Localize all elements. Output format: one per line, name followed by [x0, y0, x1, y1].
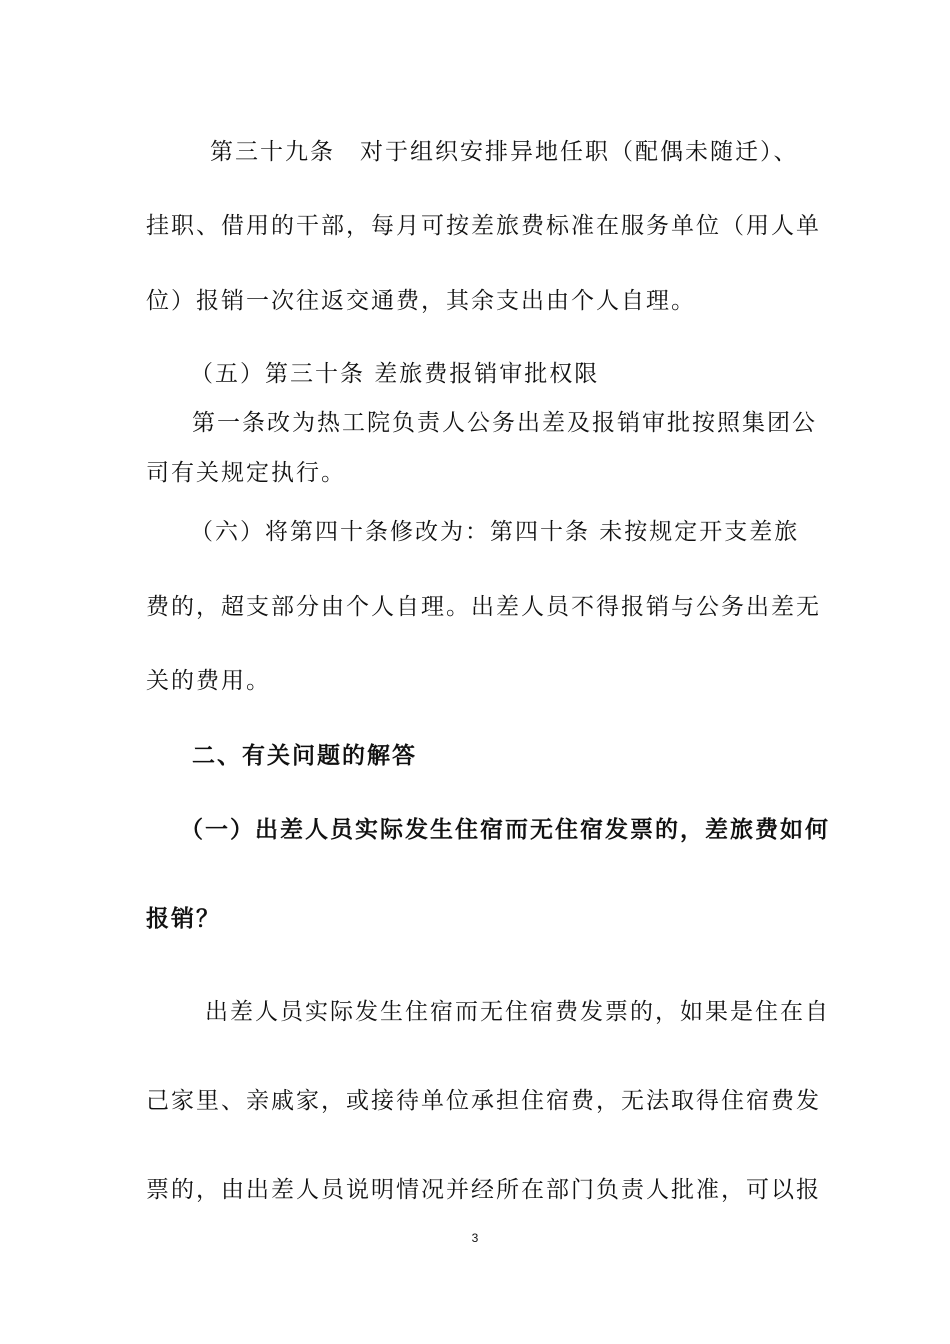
paragraph-line: 挂职、借用的干部，每月可按差旅费标准在服务单位（用人单	[146, 213, 821, 239]
paragraph-line: 第三十九条 对于组织安排异地任职（配偶未随迁）、	[210, 139, 799, 165]
chapter-heading: 二、有关问题的解答	[192, 743, 417, 769]
question-heading: （一）出差人员实际发生住宿而无住宿发票的，差旅费如何	[180, 817, 830, 843]
paragraph-line: 位）报销一次往返交通费，其余支出由个人自理。	[146, 288, 696, 314]
paragraph-line: 司有关规定执行。	[146, 460, 346, 486]
paragraph-line: 关的费用。	[146, 668, 271, 694]
paragraph-line: 己家里、亲戚家，或接待单位承担住宿费，无法取得住宿费发	[146, 1088, 821, 1114]
page-number: 3	[471, 1231, 479, 1245]
question-heading: 报销？	[146, 906, 221, 932]
paragraph-line: 票的，由出差人员说明情况并经所在部门负责人批准，可以报	[146, 1177, 821, 1203]
paragraph-line: 第一条改为热工院负责人公务出差及报销审批按照集团公	[192, 410, 817, 436]
section-heading: （六）将第四十条修改为：第四十条 未按规定开支差旅	[190, 519, 800, 545]
paragraph-line: 出差人员实际发生住宿而无住宿费发票的，如果是住在自	[205, 999, 830, 1025]
paragraph-line: 费的，超支部分由个人自理。出差人员不得报销与公务出差无	[146, 594, 821, 620]
section-heading: （五）第三十条 差旅费报销审批权限	[190, 361, 600, 387]
